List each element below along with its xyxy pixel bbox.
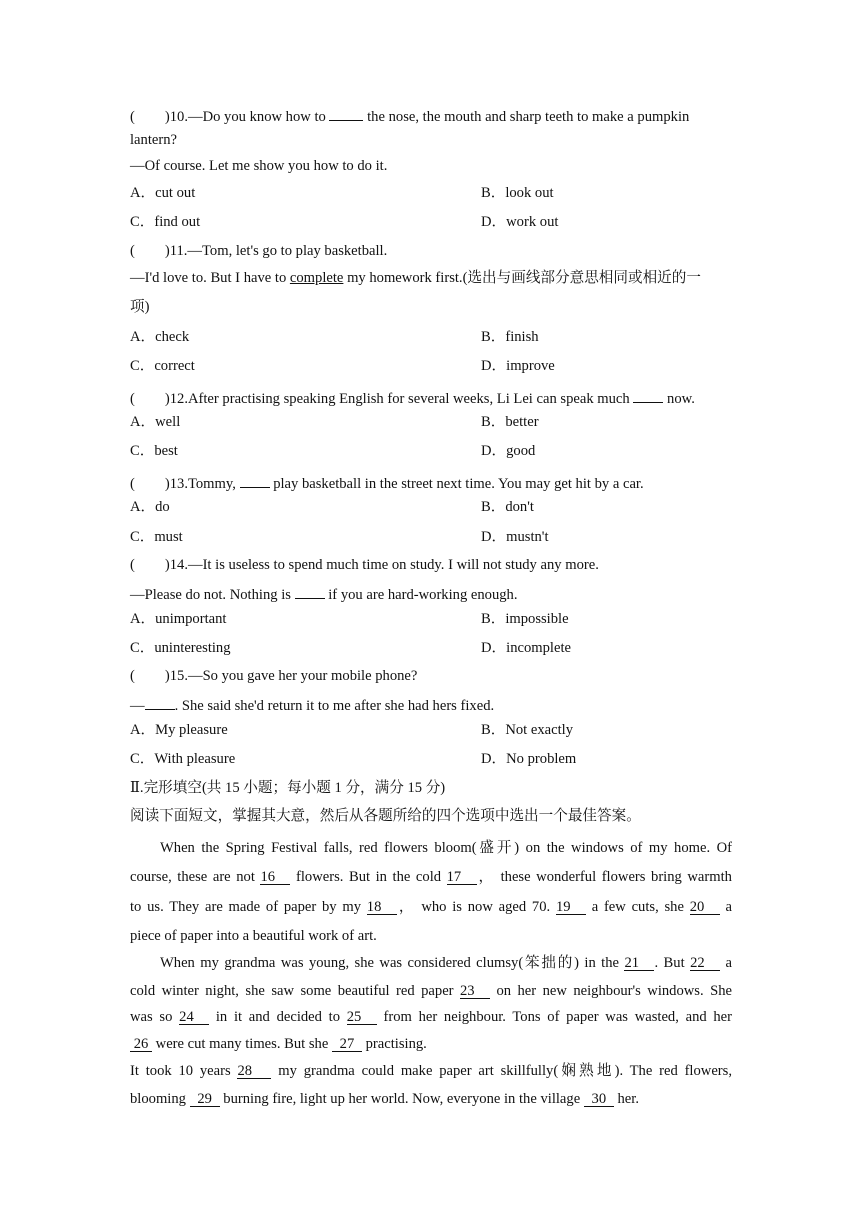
- option-d: D．good: [481, 443, 536, 459]
- option-c: C．correct: [130, 358, 195, 374]
- option-d: D．incomplete: [481, 640, 571, 656]
- cloze-blank-21: 21: [624, 954, 654, 971]
- cloze-blank-23: 23: [460, 982, 490, 999]
- passage-p2-line4: 26 were cut many times. But she 27 practising.: [130, 1035, 732, 1053]
- option-b: B．finish: [481, 329, 539, 345]
- option-a: A．unimportant: [130, 611, 227, 627]
- question-15-line2: — . She said she'd return it to me after she had hers fixed.: [130, 693, 732, 715]
- option-a: A．check: [130, 329, 190, 345]
- passage-p1-line4: piece of paper into a beautiful work of art.: [130, 928, 377, 944]
- question-11-line1: ( )11.—Tom, let's go to play basketball.: [130, 243, 388, 259]
- passage-p1-line2: course, these are not 16 flowers. But in the cold 17 ， these wonderful flowers bring warmth: [130, 869, 732, 885]
- option-d: D．No problem: [481, 751, 577, 767]
- section-title: Ⅱ.完形填空(共 15 小题；每小题 1 分，满分 15 分): [130, 780, 446, 796]
- cloze-blank-20: 20: [690, 898, 720, 915]
- option-c: C．best: [130, 443, 178, 459]
- question-10-line1: ( )10.—Do you know how to the nose, the mouth and sharp teeth to make a pumpkin: [130, 104, 732, 126]
- cloze-blank-28: 28: [237, 1062, 271, 1079]
- cloze-blank-17: 17: [447, 868, 477, 885]
- option-a: A．cut out: [130, 185, 196, 201]
- passage-p2-line3: was so 24 in it and decided to 25 from her neighbour. Tons of paper was wasted, and her: [130, 1009, 733, 1025]
- cloze-blank-26: 26: [130, 1035, 152, 1052]
- option-b: B．impossible: [481, 611, 569, 627]
- option-d: D．mustn't: [481, 529, 549, 545]
- cloze-blank-22: 22: [690, 954, 720, 971]
- passage-p1-line1: When the Spring Festival falls, red flowers bloom(盛开) on the windows of my home. Of: [160, 840, 732, 856]
- option-b: B．Not exactly: [481, 722, 574, 738]
- section-instruction: 阅读下面短文，掌握其大意，然后从各题所给的四个选项中选出一个最佳答案。: [130, 808, 641, 824]
- question-14-line2: —Please do not. Nothing is if you are hard-working enough.: [130, 582, 732, 604]
- option-d: D．improve: [481, 358, 555, 374]
- cloze-blank-18: 18: [367, 898, 397, 915]
- cloze-blank-25: 25: [347, 1008, 377, 1025]
- answer-blank: [633, 386, 663, 403]
- option-d: D．work out: [481, 214, 559, 230]
- passage-p3-line1: It took 10 years 28 my grandma could make paper art skillfully(娴熟地). The red flowers,: [130, 1063, 732, 1079]
- option-b: B．better: [481, 414, 539, 430]
- question-15-line1: ( )15.—So you gave her your mobile phone?: [130, 668, 418, 684]
- underlined-word: complete: [289, 270, 344, 286]
- option-b: B．look out: [481, 185, 554, 201]
- question-14-line1: ( )14.—It is useless to spend much time on study. I will not study any more.: [130, 557, 599, 573]
- passage-p2-line2: cold winter night, she saw some beautiful red paper 23 on her new neighbour's windows. She: [130, 983, 732, 999]
- cloze-blank-24: 24: [179, 1008, 209, 1025]
- cloze-blank-16: 16: [260, 868, 290, 885]
- question-11-line2: —I'd love to. But I have to complete my homework first.(选出与画线部分意思相同或相近的一: [130, 270, 701, 286]
- passage-p3-line2: blooming 29 burning fire, light up her world. Now, everyone in the village 30 her.: [130, 1091, 639, 1107]
- question-10-line2: lantern?: [130, 132, 177, 148]
- answer-blank: [240, 471, 270, 488]
- answer-blank: [329, 104, 363, 121]
- question-11-line3: 项): [130, 299, 150, 315]
- option-c: C．With pleasure: [130, 751, 236, 767]
- question-13-line1: ( )13.Tommy, play basketball in the street next time. You may get hit by a car.: [130, 471, 732, 493]
- cloze-blank-30: 30: [584, 1090, 614, 1107]
- option-b: B．don't: [481, 499, 534, 515]
- option-c: C．find out: [130, 214, 201, 230]
- answer-blank: [295, 582, 325, 599]
- question-12-line1: ( )12.After practising speaking English for several weeks, Li Lei can speak much now.: [130, 386, 732, 408]
- cloze-blank-27: 27: [332, 1035, 362, 1052]
- option-a: A．do: [130, 499, 170, 515]
- cloze-blank-29: 29: [190, 1090, 220, 1107]
- question-10-line3: —Of course. Let me show you how to do it.: [130, 158, 388, 174]
- option-c: C．uninteresting: [130, 640, 231, 656]
- passage-p1-line3: to us. They are made of paper by my 18 ， who is now aged 70. 19 a few cuts, she 20 a: [130, 899, 732, 915]
- option-a: A．well: [130, 414, 181, 430]
- option-a: A．My pleasure: [130, 722, 228, 738]
- option-c: C．must: [130, 529, 183, 545]
- cloze-blank-19: 19: [556, 898, 586, 915]
- passage-p2-line1: When my grandma was young, she was considered clumsy(笨拙的) in the 21 . But 22 a: [160, 955, 732, 971]
- answer-blank: [145, 693, 175, 710]
